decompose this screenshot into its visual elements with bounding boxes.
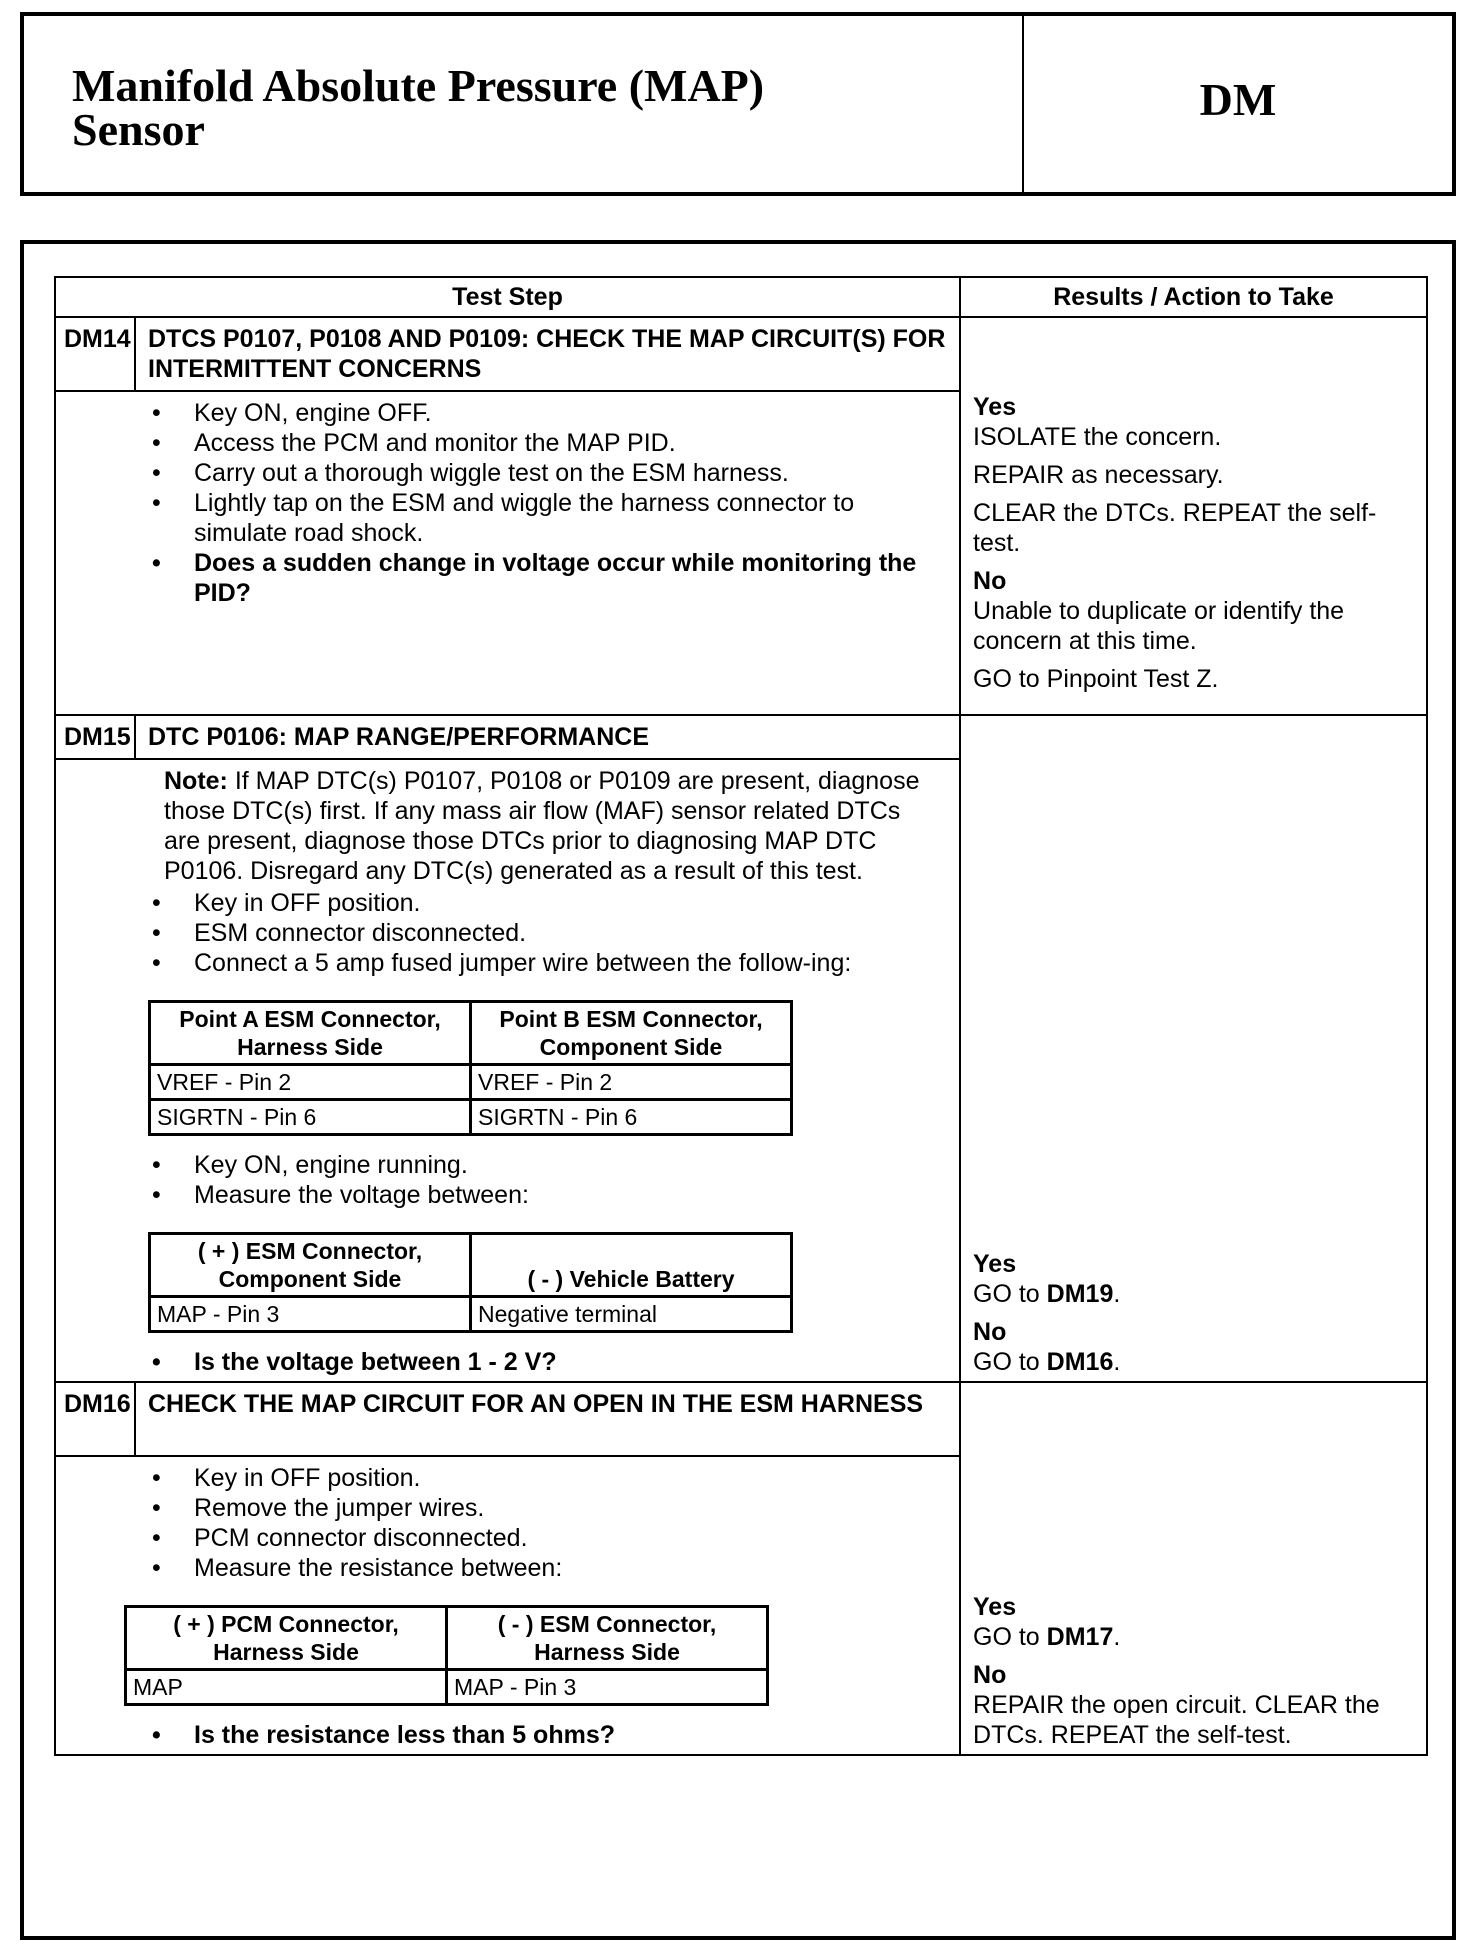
step-header-row <box>55 1382 1427 1456</box>
step-header-row <box>55 317 1427 391</box>
step-instructions <box>152 888 939 978</box>
pin-cell: SIGRTN - Pin 6 <box>471 1100 792 1135</box>
result-line: GO to Pinpoint Test Z. <box>973 665 1219 693</box>
note-label: Note: <box>164 767 228 795</box>
column-header-results: Results / Action to Take <box>960 277 1427 317</box>
pin-cell: SIGRTN - Pin 6 <box>150 1100 471 1135</box>
step-instructions <box>152 1720 939 1750</box>
step-results <box>960 1382 1427 1755</box>
pin-cell: MAP - Pin 3 <box>447 1670 768 1705</box>
result-line: ISOLATE the concern. <box>973 423 1222 451</box>
result-no-label: No <box>973 1661 1007 1689</box>
result-line: GO to DM19. <box>973 1280 1121 1308</box>
step-body <box>55 1456 960 1755</box>
step-instructions <box>152 1347 939 1377</box>
step-reference-link[interactable]: DM16 <box>1046 1348 1114 1376</box>
result-yes-label: Yes <box>973 1250 1017 1278</box>
instruction: • Key in OFF position. <box>152 888 939 918</box>
instruction: • Key ON, engine OFF. <box>152 398 939 428</box>
title-line-1: Manifold Absolute Pressure (MAP) <box>72 60 765 111</box>
instruction: • Measure the voltage between: <box>152 1180 939 1210</box>
table-header-row <box>55 277 1427 317</box>
connector-header: ( + ) ESM Connector, Component Side <box>150 1234 471 1297</box>
page-title <box>24 16 1024 192</box>
step-results <box>960 715 1427 1382</box>
column-header-test-step: Test Step <box>55 277 960 317</box>
connector-header: Point A ESM Connector, Harness Side <box>150 1002 471 1065</box>
pin-cell: VREF - Pin 2 <box>471 1065 792 1100</box>
instruction: • Key in OFF position. <box>152 1463 939 1493</box>
result-yes-label: Yes <box>973 1593 1017 1621</box>
step-note <box>164 766 939 886</box>
pin-cell: MAP <box>126 1670 447 1705</box>
jumper-connection-table <box>148 1000 793 1136</box>
result-yes-label: Yes <box>973 393 1017 421</box>
connector-header: ( - ) ESM Connector, Harness Side <box>447 1607 768 1670</box>
step-id: DM14 <box>55 317 135 391</box>
instruction: • ESM connector disconnected. <box>152 918 939 948</box>
instruction: • Remove the jumper wires. <box>152 1493 939 1523</box>
step-body <box>55 759 960 1382</box>
step-reference-link[interactable]: DM17 <box>1046 1623 1114 1651</box>
result-line: CLEAR the DTCs. REPEAT the self-test. <box>973 499 1377 557</box>
section-code: DM <box>1199 73 1277 125</box>
resistance-measurement-table <box>124 1605 769 1706</box>
step-results <box>960 317 1427 715</box>
connector-header: ( - ) Vehicle Battery <box>471 1234 792 1297</box>
step-id: DM15 <box>55 715 135 759</box>
connector-header: ( + ) PCM Connector, Harness Side <box>126 1607 447 1670</box>
content-frame <box>20 240 1456 1940</box>
result-no-label: No <box>973 567 1007 595</box>
step-instructions <box>152 1150 939 1210</box>
result-line: REPAIR as necessary. <box>973 461 1224 489</box>
title-line-2: Sensor <box>72 104 205 155</box>
instruction: • PCM connector disconnected. <box>152 1523 939 1553</box>
pin-cell: MAP - Pin 3 <box>150 1297 471 1332</box>
instruction: • Lightly tap on the ESM and wiggle the harness connector to simulate road shock. <box>152 488 939 548</box>
connector-header: Point B ESM Connector, Component Side <box>471 1002 792 1065</box>
result-line: GO to DM17. <box>973 1623 1121 1651</box>
instruction: • Measure the resistance between: <box>152 1553 939 1583</box>
step-title: DTCS P0107, P0108 AND P0109: CHECK THE MAP CIRCUIT(S) FOR INTERMITTENT CONCERNS <box>135 317 960 391</box>
pin-cell: Negative terminal <box>471 1297 792 1332</box>
step-question: • Does a sudden change in voltage occur while monitoring the PID? <box>152 548 939 608</box>
step-title: CHECK THE MAP CIRCUIT FOR AN OPEN IN THE ESM HARNESS <box>135 1382 960 1456</box>
step-header-row <box>55 715 1427 759</box>
step-id: DM16 <box>55 1382 135 1456</box>
instruction: • Carry out a thorough wiggle test on the ESM harness. <box>152 458 939 488</box>
instruction: • Connect a 5 amp fused jumper wire between the follow-ing: <box>152 948 939 978</box>
result-line: REPAIR the open circuit. CLEAR the DTCs. REPEAT the self-test. <box>973 1691 1380 1749</box>
step-title: DTC P0106: MAP RANGE/PERFORMANCE <box>135 715 960 759</box>
step-instructions <box>152 1463 939 1583</box>
voltage-measurement-table <box>148 1232 793 1333</box>
note-text: If MAP DTC(s) P0107, P0108 or P0109 are present, diagnose those DTC(s) first. If any mass air flow (MAF) sensor related DTCs are present, diagnose those DTCs prior to diagnosing MAP DTC P0106. Disregard any DTC(s) generated as a result of this test. <box>164 767 920 885</box>
test-steps-table <box>54 276 1428 1756</box>
step-question: • Is the voltage between 1 - 2 V? <box>152 1347 939 1377</box>
result-no-label: No <box>973 1318 1007 1346</box>
step-reference-link[interactable]: DM19 <box>1046 1280 1114 1308</box>
step-body <box>55 391 960 715</box>
result-line: GO to DM16. <box>973 1348 1121 1376</box>
instruction: • Key ON, engine running. <box>152 1150 939 1180</box>
step-question: • Is the resistance less than 5 ohms? <box>152 1720 939 1750</box>
instruction: • Access the PCM and monitor the MAP PID. <box>152 428 939 458</box>
pin-cell: VREF - Pin 2 <box>150 1065 471 1100</box>
page-header <box>20 12 1456 196</box>
result-line: Unable to duplicate or identify the concern at this time. <box>973 597 1345 655</box>
step-instructions <box>152 398 939 608</box>
